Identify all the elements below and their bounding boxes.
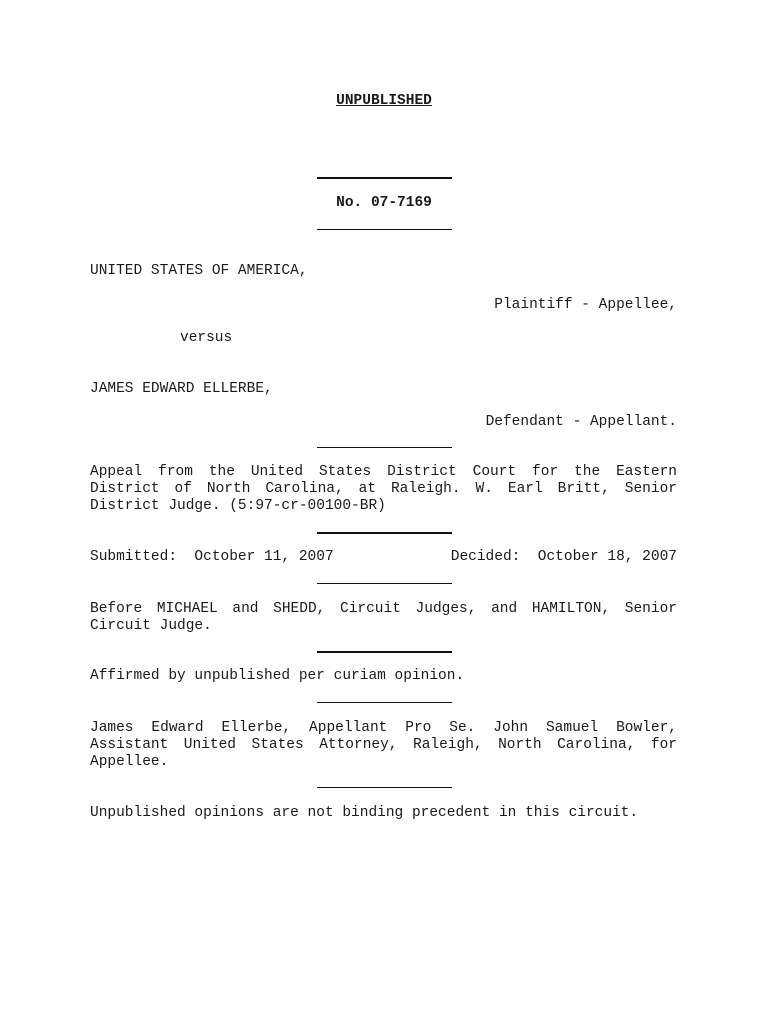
versus-label: versus	[180, 330, 233, 346]
unpublished-heading: UNPUBLISHED	[336, 93, 432, 109]
rule-after-disposition	[317, 702, 452, 703]
rule-after-appeal	[317, 532, 452, 534]
submitted-date: Submitted: October 11, 2007	[90, 549, 334, 565]
decided-date: Decided: October 18, 2007	[450, 549, 677, 565]
plaintiff-name: UNITED STATES OF AMERICA,	[90, 263, 308, 279]
disposition-paragraph: Affirmed by unpublished per curiam opinion.	[90, 668, 465, 684]
defendant-name: JAMES EDWARD ELLERBE,	[90, 381, 273, 397]
rule-after-panel	[317, 651, 452, 653]
binding-notice: Unpublished opinions are not binding precedent in this circuit.	[90, 805, 639, 821]
plaintiff-role: Plaintiff - Appellee,	[494, 297, 677, 313]
appeal-paragraph: Appeal from the United States District Court for the Eastern District of North Carolina, at Raleigh. W. Earl Britt, Senior District Judge. (5:97-cr-00100-BR)	[90, 464, 677, 514]
rule-above-case-number	[317, 177, 452, 179]
counsel-paragraph: James Edward Ellerbe, Appellant Pro Se. John Samuel Bowler, Assistant United States Attorney, Raleigh, North Carolina, for Appellee.	[90, 720, 677, 770]
rule-after-dates	[317, 583, 452, 584]
rule-below-case-number	[317, 229, 452, 230]
rule-after-parties	[317, 447, 452, 448]
dates-row	[90, 549, 677, 566]
panel-paragraph: Before MICHAEL and SHEDD, Circuit Judges, and HAMILTON, Senior Circuit Judge.	[90, 601, 677, 634]
defendant-role: Defendant - Appellant.	[485, 414, 677, 430]
case-number: No. 07-7169	[336, 195, 432, 211]
rule-after-counsel	[317, 787, 452, 788]
